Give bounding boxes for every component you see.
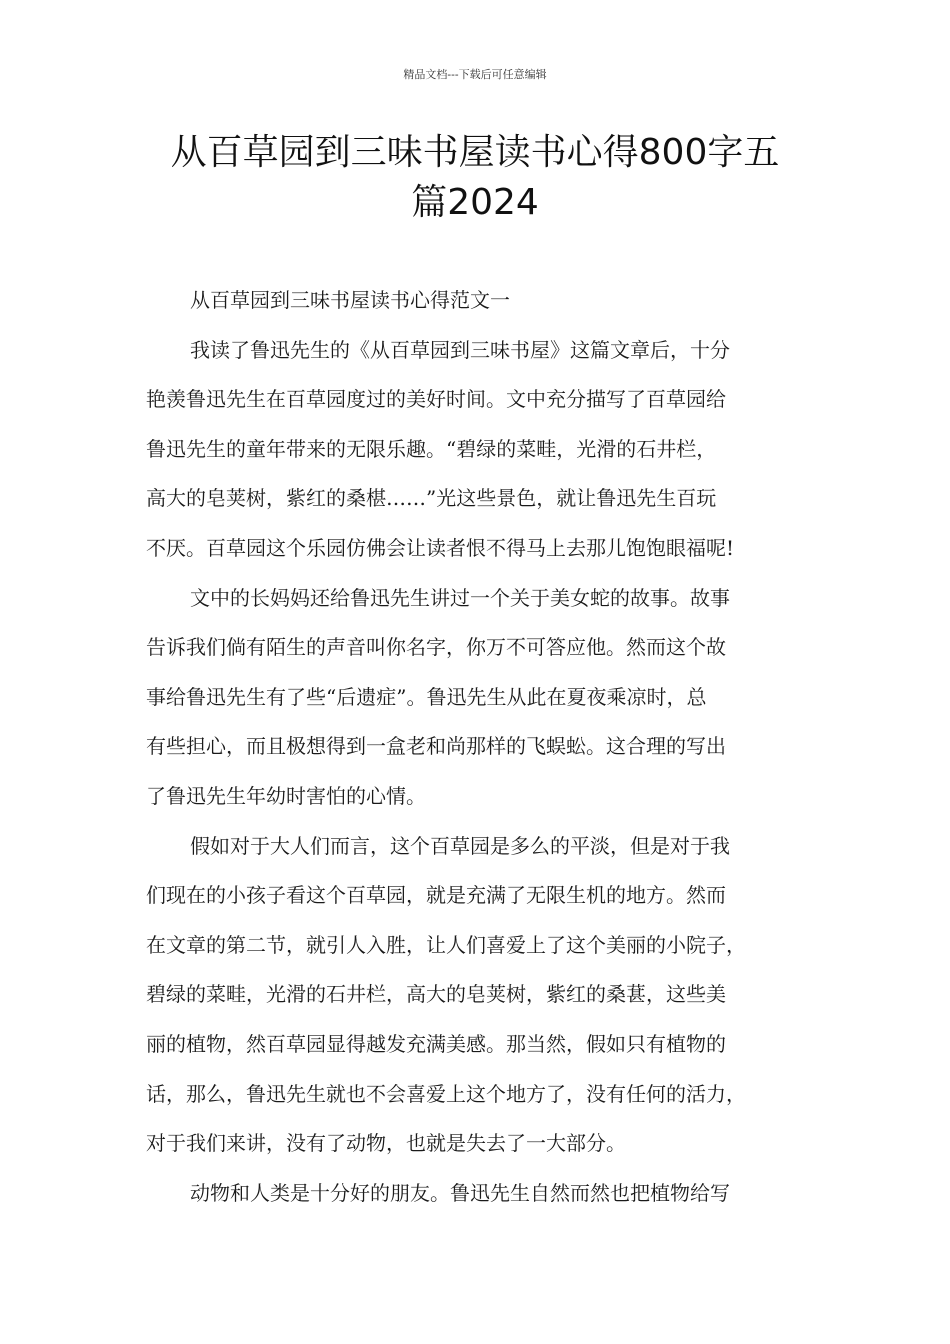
text-line: 我读了鲁迅先生的《从百草园到三味书屋》这篇文章后，十分 bbox=[190, 337, 730, 362]
text-line: 高大的皂荚树，紫红的桑椹……”光这些景色，就让鲁迅先生百玩 bbox=[146, 486, 717, 511]
text-line: 有些担心，而且极想得到一盒老和尚那样的飞蜈蚣。这合理的写出 bbox=[146, 734, 726, 759]
document-title bbox=[120, 128, 830, 228]
text-line: 事给鲁迅先生有了些“后遗症”。鲁迅先生从此在夏夜乘凉时，总 bbox=[146, 684, 707, 709]
text-line: 碧绿的菜畦，光滑的石井栏，高大的皂荚树，紫红的桑葚，这些美 bbox=[146, 982, 726, 1007]
text-line: 丽的植物，然百草园显得越发充满美感。那当然，假如只有植物的 bbox=[146, 1031, 726, 1056]
text-line: 动物和人类是十分好的朋友。鲁迅先生自然而然也把植物给写 bbox=[190, 1180, 730, 1205]
header-note: 精品文档---下载后可任意编辑 bbox=[403, 68, 547, 81]
text-line: 告诉我们倘有陌生的声音叫你名字，你万不可答应他。然而这个故 bbox=[146, 635, 726, 660]
document-body bbox=[146, 282, 826, 1224]
text-line: 了鲁迅先生年幼时害怕的心情。 bbox=[146, 783, 426, 808]
text-line: 鲁迅先生的童年带来的无限乐趣。“碧绿的菜畦，光滑的石井栏， bbox=[146, 436, 717, 461]
text-line: 艳羡鲁迅先生在百草园度过的美好时间。文中充分描写了百草园给 bbox=[146, 387, 726, 412]
text-line: 不厌。百草园这个乐园仿佛会让读者恨不得马上去那儿饱饱眼福呢! bbox=[146, 535, 735, 560]
text-line: 话，那么，鲁迅先生就也不会喜爱上这个地方了，没有任何的活力， bbox=[146, 1081, 746, 1106]
title-line: 篇2024 bbox=[411, 182, 539, 223]
text-line: 在文章的第二节，就引人入胜，让人们喜爱上了这个美丽的小院子， bbox=[146, 932, 746, 957]
text-line: 对于我们来讲，没有了动物，也就是失去了一大部分。 bbox=[146, 1131, 626, 1156]
paragraph-heading: 从百草园到三味书屋读书心得范文一 bbox=[190, 288, 510, 312]
title-line: 从百草园到三味书屋读书心得800字五 bbox=[170, 132, 780, 173]
text-line: 文中的长妈妈还给鲁迅先生讲过一个关于美女蛇的故事。故事 bbox=[190, 585, 730, 610]
text-line: 假如对于大人们而言，这个百草园是多么的平淡，但是对于我 bbox=[190, 833, 730, 858]
text-line: 们现在的小孩子看这个百草园，就是充满了无限生机的地方。然而 bbox=[146, 883, 726, 908]
